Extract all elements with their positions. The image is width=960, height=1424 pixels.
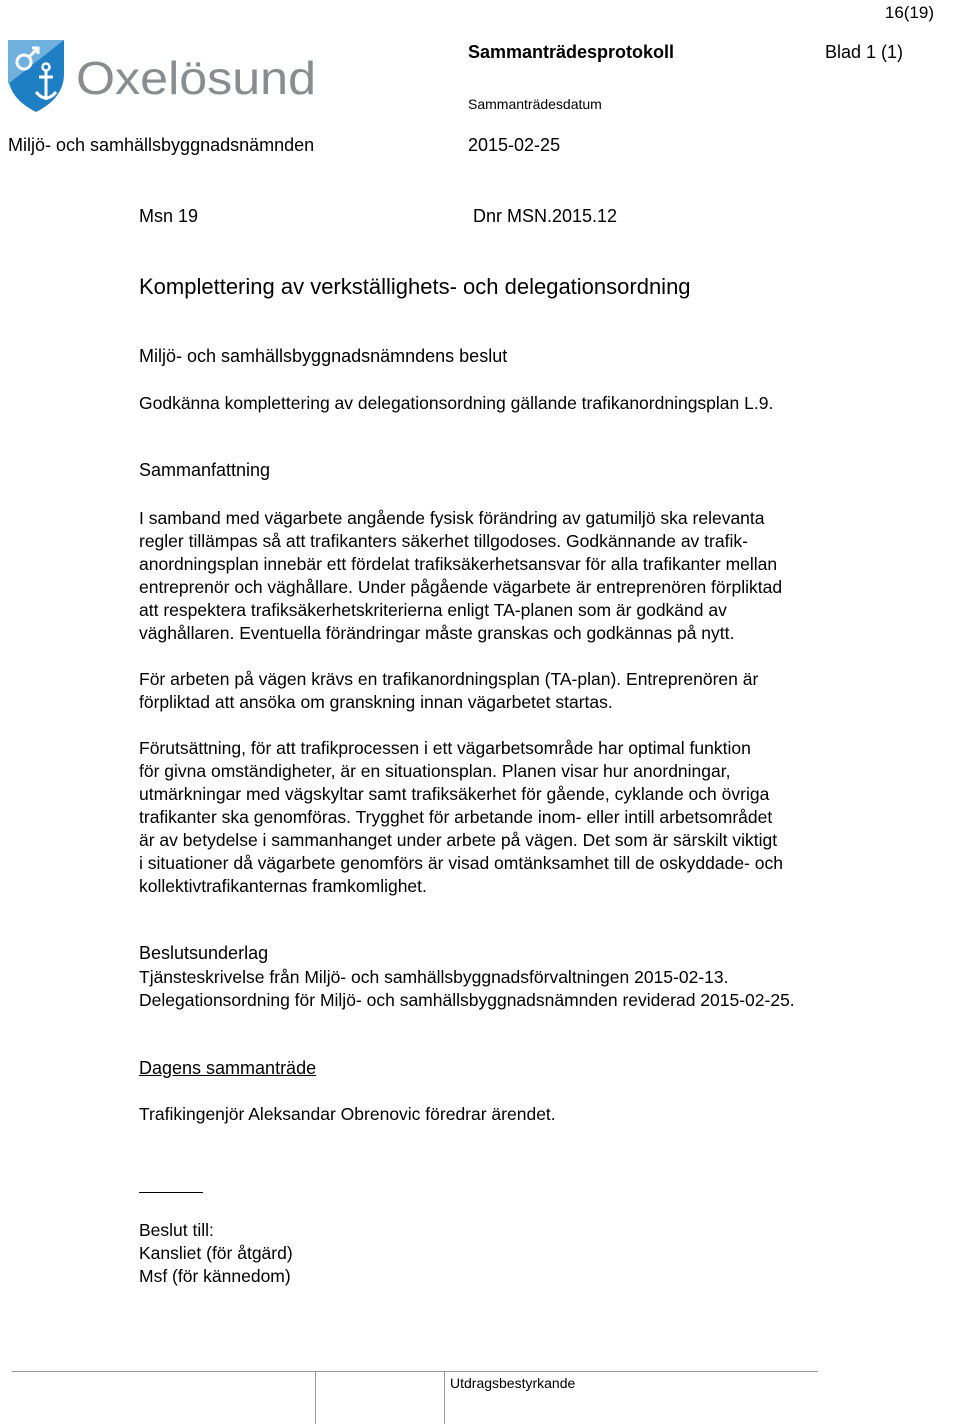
text-line: regler tillämpas så att trafikanters säkerhet tillgodoses. Godkännande av trafik-: [139, 531, 748, 551]
distribution-label: Beslut till:: [139, 1220, 214, 1240]
paragraph-id: Msn 19: [139, 206, 199, 226]
footer-certification-label: Utdragsbestyrkande: [450, 1375, 576, 1391]
text-line: för givna omständigheter, är en situationsplan. Planen visar hur anordningar,: [139, 761, 731, 781]
sheet-label: Blad 1 (1): [825, 42, 904, 62]
text-line: För arbeten på vägen krävs en trafikanordningsplan (TA-plan). Entreprenören är: [139, 669, 759, 689]
meeting-text: Trafikingenjör Aleksandar Obrenovic föredrar ärendet.: [139, 1104, 556, 1124]
text-line: anordningsplan innebär ett fördelat trafiksäkerhetsansvar för alla trafikanter mellan: [139, 554, 778, 574]
basis-item: Tjänsteskrivelse från Miljö- och samhällsbyggnadsförvaltningen 2015-02-13.: [139, 967, 729, 987]
footer-divider: [444, 1371, 445, 1424]
basis-heading: Beslutsunderlag: [139, 943, 269, 963]
distribution-recipient: Msf (för kännedom): [139, 1266, 291, 1286]
summary-paragraph: [139, 668, 758, 714]
protocol-title: Sammanträdesprotokoll: [468, 42, 675, 62]
decision-text: Godkänna komplettering av delegationsordning gällande trafikanordningsplan L.9.: [139, 393, 774, 413]
footer-rule: [12, 1371, 818, 1372]
meeting-heading: Dagens sammanträde: [139, 1058, 317, 1078]
text-line: utmärkningar med vägskyltar samt trafiksäkerhet för gående, cyklande och övriga: [139, 784, 770, 804]
footer-divider: [315, 1371, 316, 1424]
text-line: kollektivtrafikanternas framkomlighet.: [139, 876, 427, 896]
signature-line: [139, 1192, 203, 1193]
case-title: Komplettering av verkställighets- och delegationsordning: [139, 274, 691, 299]
text-line: förpliktad att ansöka om granskning innan vägarbetet startas.: [139, 692, 613, 712]
distribution-recipient: Kansliet (för åtgärd): [139, 1243, 293, 1263]
coat-of-arms-icon: [8, 40, 64, 112]
logo-wordmark: Oxelösund: [76, 52, 316, 104]
basis-list: [139, 966, 795, 1012]
committee-name: Miljö- och samhällsbyggnadsnämnden: [8, 135, 315, 155]
text-line: trafikanter ska genomföras. Trygghet för arbetande inom- eller intill arbetsområdet: [139, 807, 773, 827]
text-line: att respektera trafiksäkerhetskriterierna enligt TA-planen som är godkänd av: [139, 600, 727, 620]
basis-item: Delegationsordning för Miljö- och samhällsbyggnadsnämnden reviderad 2015-02-25.: [139, 990, 795, 1010]
summary-paragraph: [139, 737, 783, 898]
meeting-date-label: Sammanträdesdatum: [468, 96, 602, 112]
page-number: 16(19): [884, 3, 934, 22]
summary-paragraph: [139, 507, 782, 645]
text-line: är av betydelse i sammanhanget under arbete på vägen. Det som är särskilt viktigt: [139, 830, 778, 850]
decision-heading: Miljö- och samhällsbyggnadsnämndens beslut: [139, 346, 508, 366]
oxelosund-logo: [6, 40, 318, 116]
text-line: entreprenör och väghållare. Under pågående vägarbete är entreprenören förpliktad: [139, 577, 783, 597]
text-line: i situationer då vägarbete genomförs är visad omtänksamhet till de oskyddade- och: [139, 853, 783, 873]
case-number: Dnr MSN.2015.12: [473, 206, 618, 226]
text-line: Förutsättning, för att trafikprocessen i ett vägarbetsområde har optimal funktion: [139, 738, 751, 758]
distribution-list: [139, 1219, 293, 1288]
text-line: väghållaren. Eventuella förändringar måste granskas och godkännas på nytt.: [139, 623, 735, 643]
meeting-date: 2015-02-25: [468, 135, 561, 155]
summary-heading: Sammanfattning: [139, 460, 271, 480]
text-line: I samband med vägarbete angående fysisk förändring av gatumiljö ska relevanta: [139, 508, 765, 528]
